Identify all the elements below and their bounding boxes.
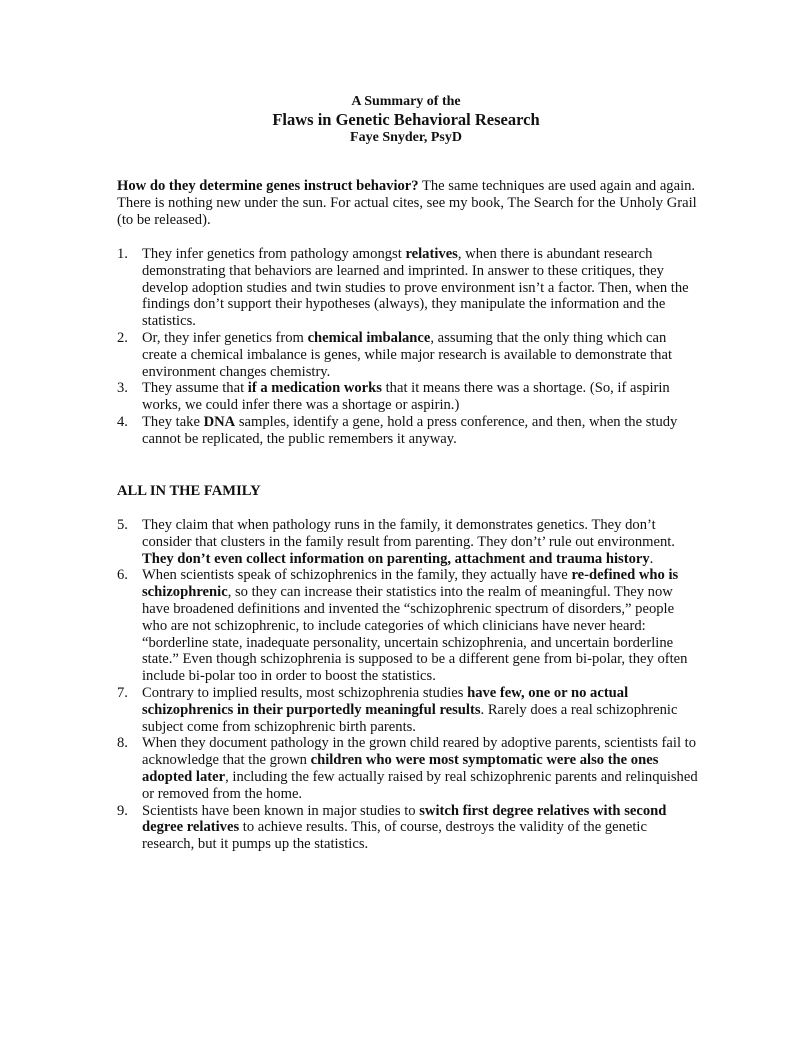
text-run: , so they can increase their statistics into the realm of meaningful. They now have broadened definitions and invented the “schizophrenic spectrum of disorders,” people who are not schizophrenic, to include categories of which clinicians have never heard: “borderline state, inadequate personality, uncertain schizophrenia, and uncertain borderline state.” Even though schizophrenia is supposed to be a different gene from bi-polar, they often include bi-polar too in order to boost the statistics. <box>142 584 688 685</box>
text-run: , including the few actually raised by real schizophrenic parents and relinquished or removed from the home. <box>142 768 698 802</box>
text-run: When they document pathology in the grown child reared by adoptive parents, scientists fail to acknowledge that the grown <box>142 735 697 769</box>
list-item <box>117 246 702 330</box>
emphasis-text: chemical imbalance <box>307 329 431 346</box>
list-item-number: 5. <box>117 517 128 533</box>
emphasis-text: relatives <box>405 246 458 262</box>
flaws-list-family <box>117 517 702 853</box>
list-item-text <box>142 517 702 567</box>
text-run: They assume that <box>142 380 248 397</box>
title-block <box>0 93 812 147</box>
list-item-text <box>142 330 702 380</box>
text-run: Or, they infer genetics from <box>142 329 308 346</box>
emphasis-text: re-defined who is schizophrenic <box>142 567 679 601</box>
section-heading: ALL IN THE FAMILY <box>117 483 261 499</box>
emphasis-text: have few, one or no actual schizophrenics in their purportedly meaningful results <box>142 684 629 718</box>
flaws-list-methods <box>117 246 702 448</box>
text-run: Scientists have been known in major studies to <box>142 802 420 819</box>
emphasis-text: switch first degree relatives with second degree relatives <box>142 802 667 836</box>
text-run: , assuming that the only thing which can create a chemical imbalance is genes, while major research is available to demonstrate that environment changes chemistry. <box>142 329 672 380</box>
intro-text: The same techniques are used again and again. There is nothing new under the sun. For actual cites, see my book, The Search for the Unholy Grail (to be released). <box>117 178 697 228</box>
emphasis-text: They don’t even collect information on parenting, attachment and trauma history <box>142 550 650 567</box>
list-item <box>117 685 702 735</box>
text-run: They infer genetics from pathology amongst <box>142 246 406 262</box>
list-item-text <box>142 380 702 414</box>
text-run: to achieve results. This, of course, destroys the validity of the genetic research, but it pumps up the statistics. <box>142 819 647 853</box>
list-item-number: 2. <box>117 329 128 346</box>
list-item-number: 1. <box>117 246 128 262</box>
list-item <box>117 414 702 448</box>
list-item-number: 4. <box>117 413 128 430</box>
text-run: They take <box>142 413 204 430</box>
intro-paragraph <box>117 178 697 229</box>
list-item-number: 8. <box>117 735 128 752</box>
list-item <box>117 567 702 685</box>
intro-question: How do they determine genes instruct behavior? <box>117 178 419 194</box>
text-run: When scientists speak of schizophrenics in the family, they actually have <box>142 567 572 584</box>
emphasis-text: children who were most symptomatic were also the ones adopted later <box>142 752 659 785</box>
title-line-1: A Summary of the <box>351 94 461 109</box>
text-run: samples, identify a gene, hold a press conference, and then, when the study cannot be replicated, the public remembers it anyway. <box>142 413 678 447</box>
list-item <box>117 517 702 567</box>
emphasis-text: if a medication works <box>247 380 382 397</box>
list-item-number: 9. <box>117 802 128 819</box>
list-item-number: 7. <box>117 684 128 701</box>
list-item <box>117 330 702 380</box>
author: Faye Snyder, PsyD <box>350 130 462 145</box>
list-item-text <box>142 246 702 330</box>
list-item <box>117 380 702 414</box>
list-item-text <box>142 803 702 853</box>
list-item <box>117 803 702 853</box>
list-item-text <box>142 414 702 448</box>
list-item-text <box>142 735 702 802</box>
list-item-text <box>142 685 702 735</box>
text-run: . Rarely does a real schizophrenic subject come from schizophrenic birth parents. <box>142 701 678 735</box>
text-run: , when there is abundant research demonstrating that behaviors are learned and imprinted. In answer to these critiques, they develop adoption studies and twin studies to prove environment isn’t a factor. Then, when the findings don’t support their hypotheses (always), they manipulate the information and the statistics. <box>142 246 689 330</box>
document-title: Flaws in Genetic Behavioral Research <box>272 110 540 129</box>
list-item-number: 3. <box>117 380 128 397</box>
list-item <box>117 735 702 802</box>
text-run: They claim that when pathology runs in the family, it demonstrates genetics. They don’t consider that clusters in the family result from parenting. They don’t’ rule out environment. <box>142 517 675 550</box>
list-item-text <box>142 567 702 685</box>
list-item-number: 6. <box>117 567 128 584</box>
emphasis-text: DNA <box>203 413 236 430</box>
text-run: . <box>649 550 654 567</box>
text-run: that it means there was a shortage. (So, if aspirin works, we could infer there was a shortage or aspirin.) <box>142 380 670 414</box>
text-run: Contrary to implied results, most schizophrenia studies <box>142 684 468 701</box>
